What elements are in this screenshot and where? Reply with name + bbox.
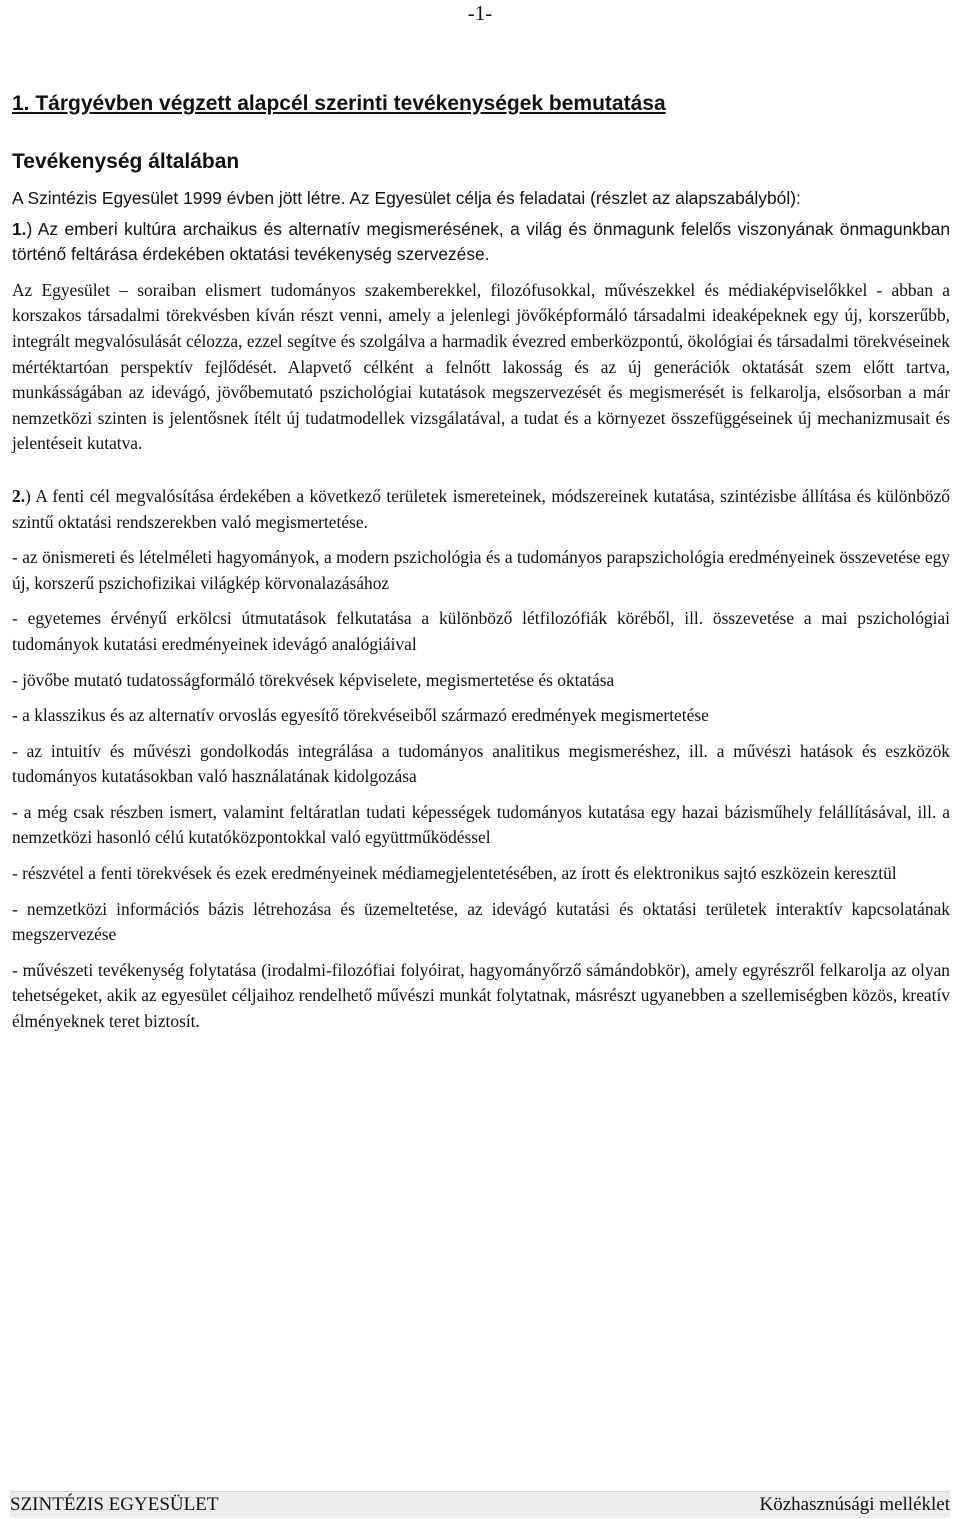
page-number: -1- [467,1,493,25]
list-item: - nemzetközi információs bázis létrehozása és üzemeltetése, az idevágó kutatási és oktatási területek interaktív kapcsolatának megszervezése [12,898,950,945]
list-item: - az intuitív és művészi gondolkodás integrálása a tudományos analitikus megismeréshez, ill. a művészi hatások és eszközök tudományos kutatásokban való használatának kidolgozása [12,740,950,787]
goal-item-2 [12,484,950,535]
activity-list [12,545,950,1035]
list-item: - egyetemes érvényű erkölcsi útmutatások felkutatása a különböző létfilozófiák köréből, ill. összevetése a mai pszichológiai tudományok kutatási eredményeinek idevágó analógiáival [12,608,950,654]
goal-item-1-text: ) Az emberi kultúra archaikus és alternatív megismerésének, a világ és önmagunk felelős viszonyának önmagunkban történő feltárása érdekében oktatási tevékenység szervezése. [12,218,950,265]
page-footer [10,1491,950,1518]
intro-paragraph: A Szintézis Egyesület 1999 évben jött létre. Az Egyesület célja és feladatai (részlet az alapszabályból): [12,188,801,208]
section-heading: 1. Tárgyévben végzett alapcél szerinti tevékenységek bemutatása [12,92,666,115]
subheading: Tevékenység általában [12,150,240,173]
association-paragraph: Az Egyesület – soraiban elismert tudományos szakemberekkel, filozófusokkal, művészekkel és médiaképviselőkkel - abban a korszakos társadalmi törekvésben kíván részt venni, amely a jelenlegi jövőképformáló társadalmi ideaképeknek egy új, korszerűbb, integrált megvalósulását célozza, ezzel segítve és szolgálva a harmadik évezred emberközpontú, ökológiai és társadalmi törekvéseinek mértéktartóan perspektív fejlődését. Alapvető célként a felnőtt lakosság és az új generációk oktatását szem előtt tartva, munkásságában az idevágó, jövőbemutató pszichológiai kutatások megszervezését és megismerését is felkarolja, elsősorban a már nemzetközi szinten is jelentősnek ítélt új tudatmodellek vizsgálatával, a tudat és a környezet összefüggéseinek új mechanizmusait és jelentéseit kutatva. [12,279,950,454]
goal-item-1 [12,217,950,268]
list-item: - a klasszikus és az alternatív orvoslás egyesítő törekvéseiből származó eredmények megismertetése [12,705,709,726]
list-item: - a még csak részben ismert, valamint feltáratlan tudati képességek tudományos kutatása egy hazai bázisműhely felállításával, ill. a nemzetközi hasonló célú kutatóközpontokkal való együttműködéssel [12,801,950,848]
list-item: - művészeti tevékenység folytatása (irodalmi-filozófiai folyóirat, hagyományőrző sámándobkör), amely egyrészről felkarolja az olyan tehetségeket, akik az egyesület céljaihoz rendelhető művészi munkát folytatnak, másrészt ugyanebben a szellemiségben közös, kreatív élményeknek teret biztosít. [12,959,950,1032]
list-item: - az önismereti és lételméleti hagyományok, a modern pszichológia és a tudományos parapszichológia eredményeinek összevetése egy új, korszerű pszichofizikai világkép körvonalazásához [12,547,950,593]
document-body [12,90,950,1035]
goal-item-2-text: ) A fenti cél megvalósítása érdekében a következő területek ismereteinek, módszereinek kutatása, szintézisbe állítása és különböző szintű oktatási rendszerekben való megismertetése. [12,485,950,532]
footer-organization: SZINTÉZIS EGYESÜLET [10,1494,219,1515]
list-item: - jövőbe mutató tudatosságformáló törekvések képviselete, megismertetése és oktatása [12,669,615,690]
goal-item-1-number: 1. [12,218,27,239]
footer-document-type: Közhasznúsági melléklet [759,1494,950,1515]
goal-item-2-number: 2. [12,485,26,506]
list-item: - részvétel a fenti törekvések és ezek eredményeinek médiamegjelentetésében, az írott és elektronikus sajtó eszközein keresztül [12,863,897,884]
